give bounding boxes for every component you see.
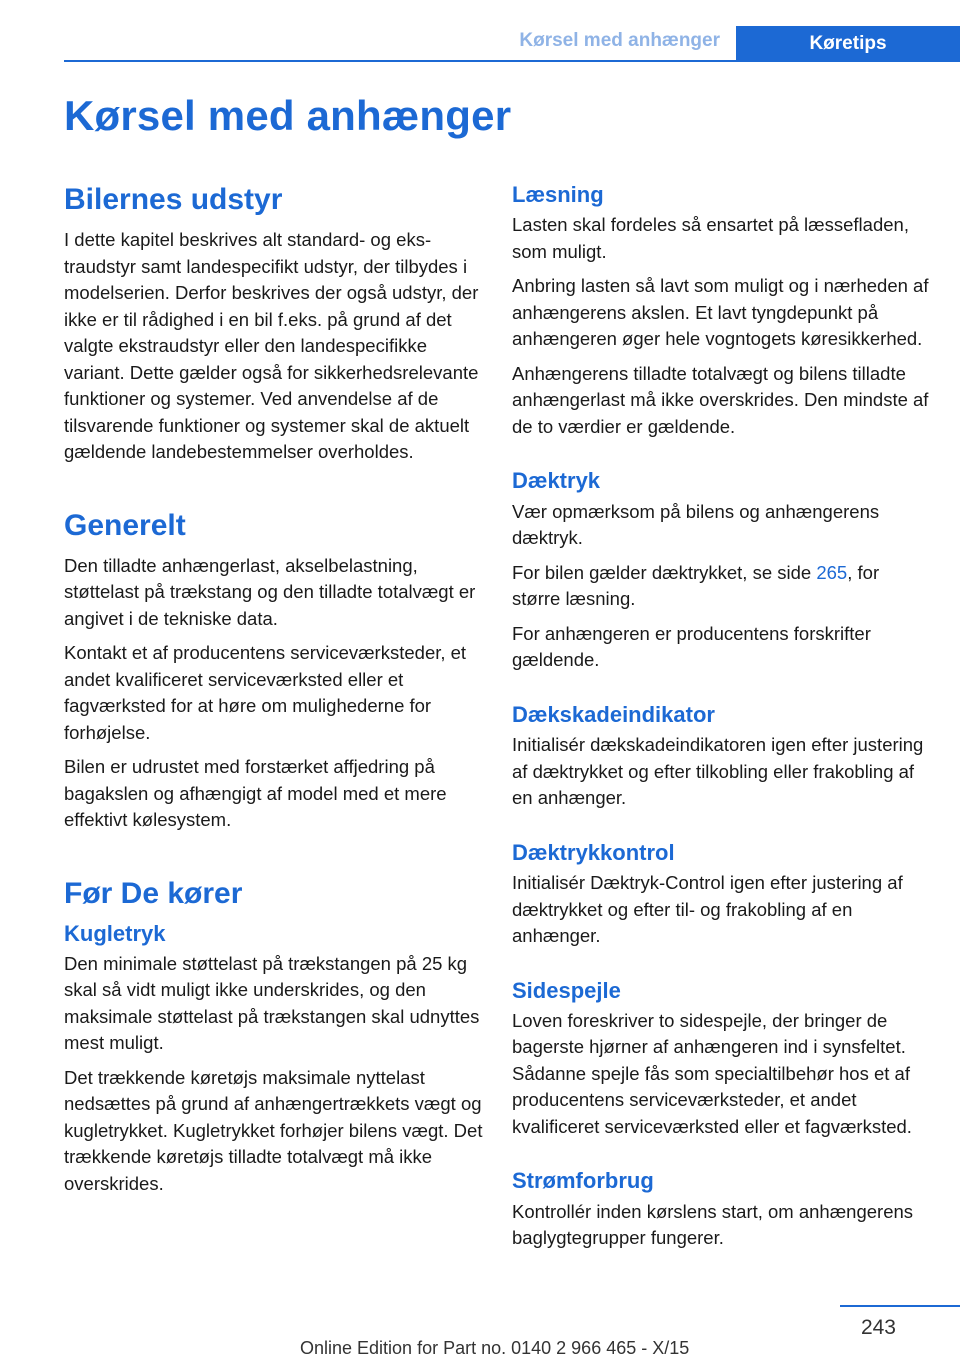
footer-rule [840,1305,960,1307]
subheading-loading: Læsning [512,182,604,207]
subheading-mirrors: Sidespejle [512,977,621,1003]
left-column [64,182,484,1205]
loading-paragraph-2: Anbring lasten så lavt som muligt og i nærheden af anhængerens akslen. Et lavt tyngdepunkt på anhængeren øger hele vogntogets køresikkerhed. [512,275,929,350]
page-number: 243 [860,1316,896,1339]
general-paragraph-2: Kontakt et af producentens serviceværksteder, et andet kvalificeret serviceværksted eller et fagværksted for at høre om mulighederne for forhøjelse. [64,642,467,743]
spacer [512,682,932,702]
breadcrumb: Kørsel med anhænger [519,30,720,51]
section-heading-general: Generelt [64,508,186,542]
equipment-text: I dette kapitel beskrives alt standard- og ekstraudstyr samt landespecifikt udstyr, der tilbydes i modelserien. Derfor beskrives der også udstyr, der ikke er til rådighed i en bil f.eks. på grund af det valgte ekstraudstyr eller den landespecifikke variant. Dette gælder også for sikkerhedsrelevante funktioner og systemer. Ved anvendelse af de tilsvarende funktioner og systemer skal de aktuelt gældende landebestemmelser overholdes. [64,229,479,462]
spacer [64,842,484,876]
edition-note: Online Edition for Part no. 0140 2 966 465 - X/15 [300,1338,690,1358]
spacer [512,448,932,468]
tire-pressure-paragraph-2 [512,560,932,613]
loading-paragraph-3: Anhængerens tilladte totalvægt og bilens tilladte anhængerlast må ikke overskrides. Den mindste af de to værdier er gældende. [512,362,929,437]
spacer [64,474,484,508]
subheading-damage-indicator: Dækskadeindikator [512,701,715,727]
section-heading-equipment: Bilernes udstyr [64,183,283,216]
subheading-power: Strømforbrug [512,1168,654,1194]
pressure-control-paragraph: Initialisér Dæktryk-Control igen efter justering af dæktrykket og efter til- og frakobling af en anhænger. [512,872,903,947]
tire-pressure-paragraph-3: For anhængeren er producentens forskrifter gældende. [512,622,871,671]
spacer [512,1148,932,1168]
power-paragraph: Kontrollér inden kørslens start, om anhængerens baglygtegrupper fungerer. [512,1200,914,1249]
subheading-ball-pressure: Kugletryk [64,920,166,946]
tire-pressure-text-after: , for større læsning. [512,561,880,610]
tire-pressure-text-before: For bilen gælder dæktrykket, se side [512,561,817,583]
page-title: Kørsel med anhænger [64,92,512,139]
damage-indicator-paragraph: Initialisér dækskadeindikatoren igen efter justering af dæktrykket og efter tilkobling eller frakobling af en anhænger. [512,734,924,809]
general-paragraph-1: Den tilladte anhængerlast, akselbelastning, støttelast på trækstang og den tilladte totalvægt er angivet i de tekniske data. [64,554,476,629]
page-reference-link[interactable]: 265 [816,561,848,583]
right-column [512,182,932,1260]
spacer [512,958,932,978]
chapter-tab[interactable]: Køretips [736,26,960,62]
ball-pressure-paragraph-2: Det trækkende køretøjs maksimale nyttelast nedsættes på grund af anhængertrækkets vægt og kugletrykket. Kugletrykket forhøjer bilens vægt. Det trækkende køretøjs tilladte totalvægt må ikke overskrides. [64,1066,483,1194]
header-rule [64,60,960,62]
general-paragraph-3: Bilen er udrustet med forstærket affjedring på bagakslen og afhængigt af model med et mere effektivt kølesystem. [64,756,447,830]
ball-pressure-paragraph-1: Den minimale støttelast på trækstangen på 25 kg skal så vidt muligt ikke underskrides, og den maksimale støttelast på trækstangen skal udnyttes mest muligt. [64,952,480,1054]
tire-pressure-paragraph-1: Vær opmærksom på bilens og anhængerens dæktryk. [512,500,880,549]
spacer [512,820,932,840]
subheading-tire-pressure: Dæktryk [512,468,601,494]
mirrors-paragraph: Loven foreskriver to sidespejle, der bringer de bagerste hjørner af anhængeren ind i synsfeltet. Sådanne spejle fås som specialtilbehør hos et af producentens serviceværksteder, et andet kvalificeret serviceværksted eller et fagværksted. [512,1009,912,1137]
subheading-pressure-control: Dæktrykkontrol [512,839,675,865]
loading-paragraph-1: Lasten skal fordeles så ensartet på læssefladen, som muligt. [512,214,909,262]
section-heading-before: Før De kører [64,876,243,910]
